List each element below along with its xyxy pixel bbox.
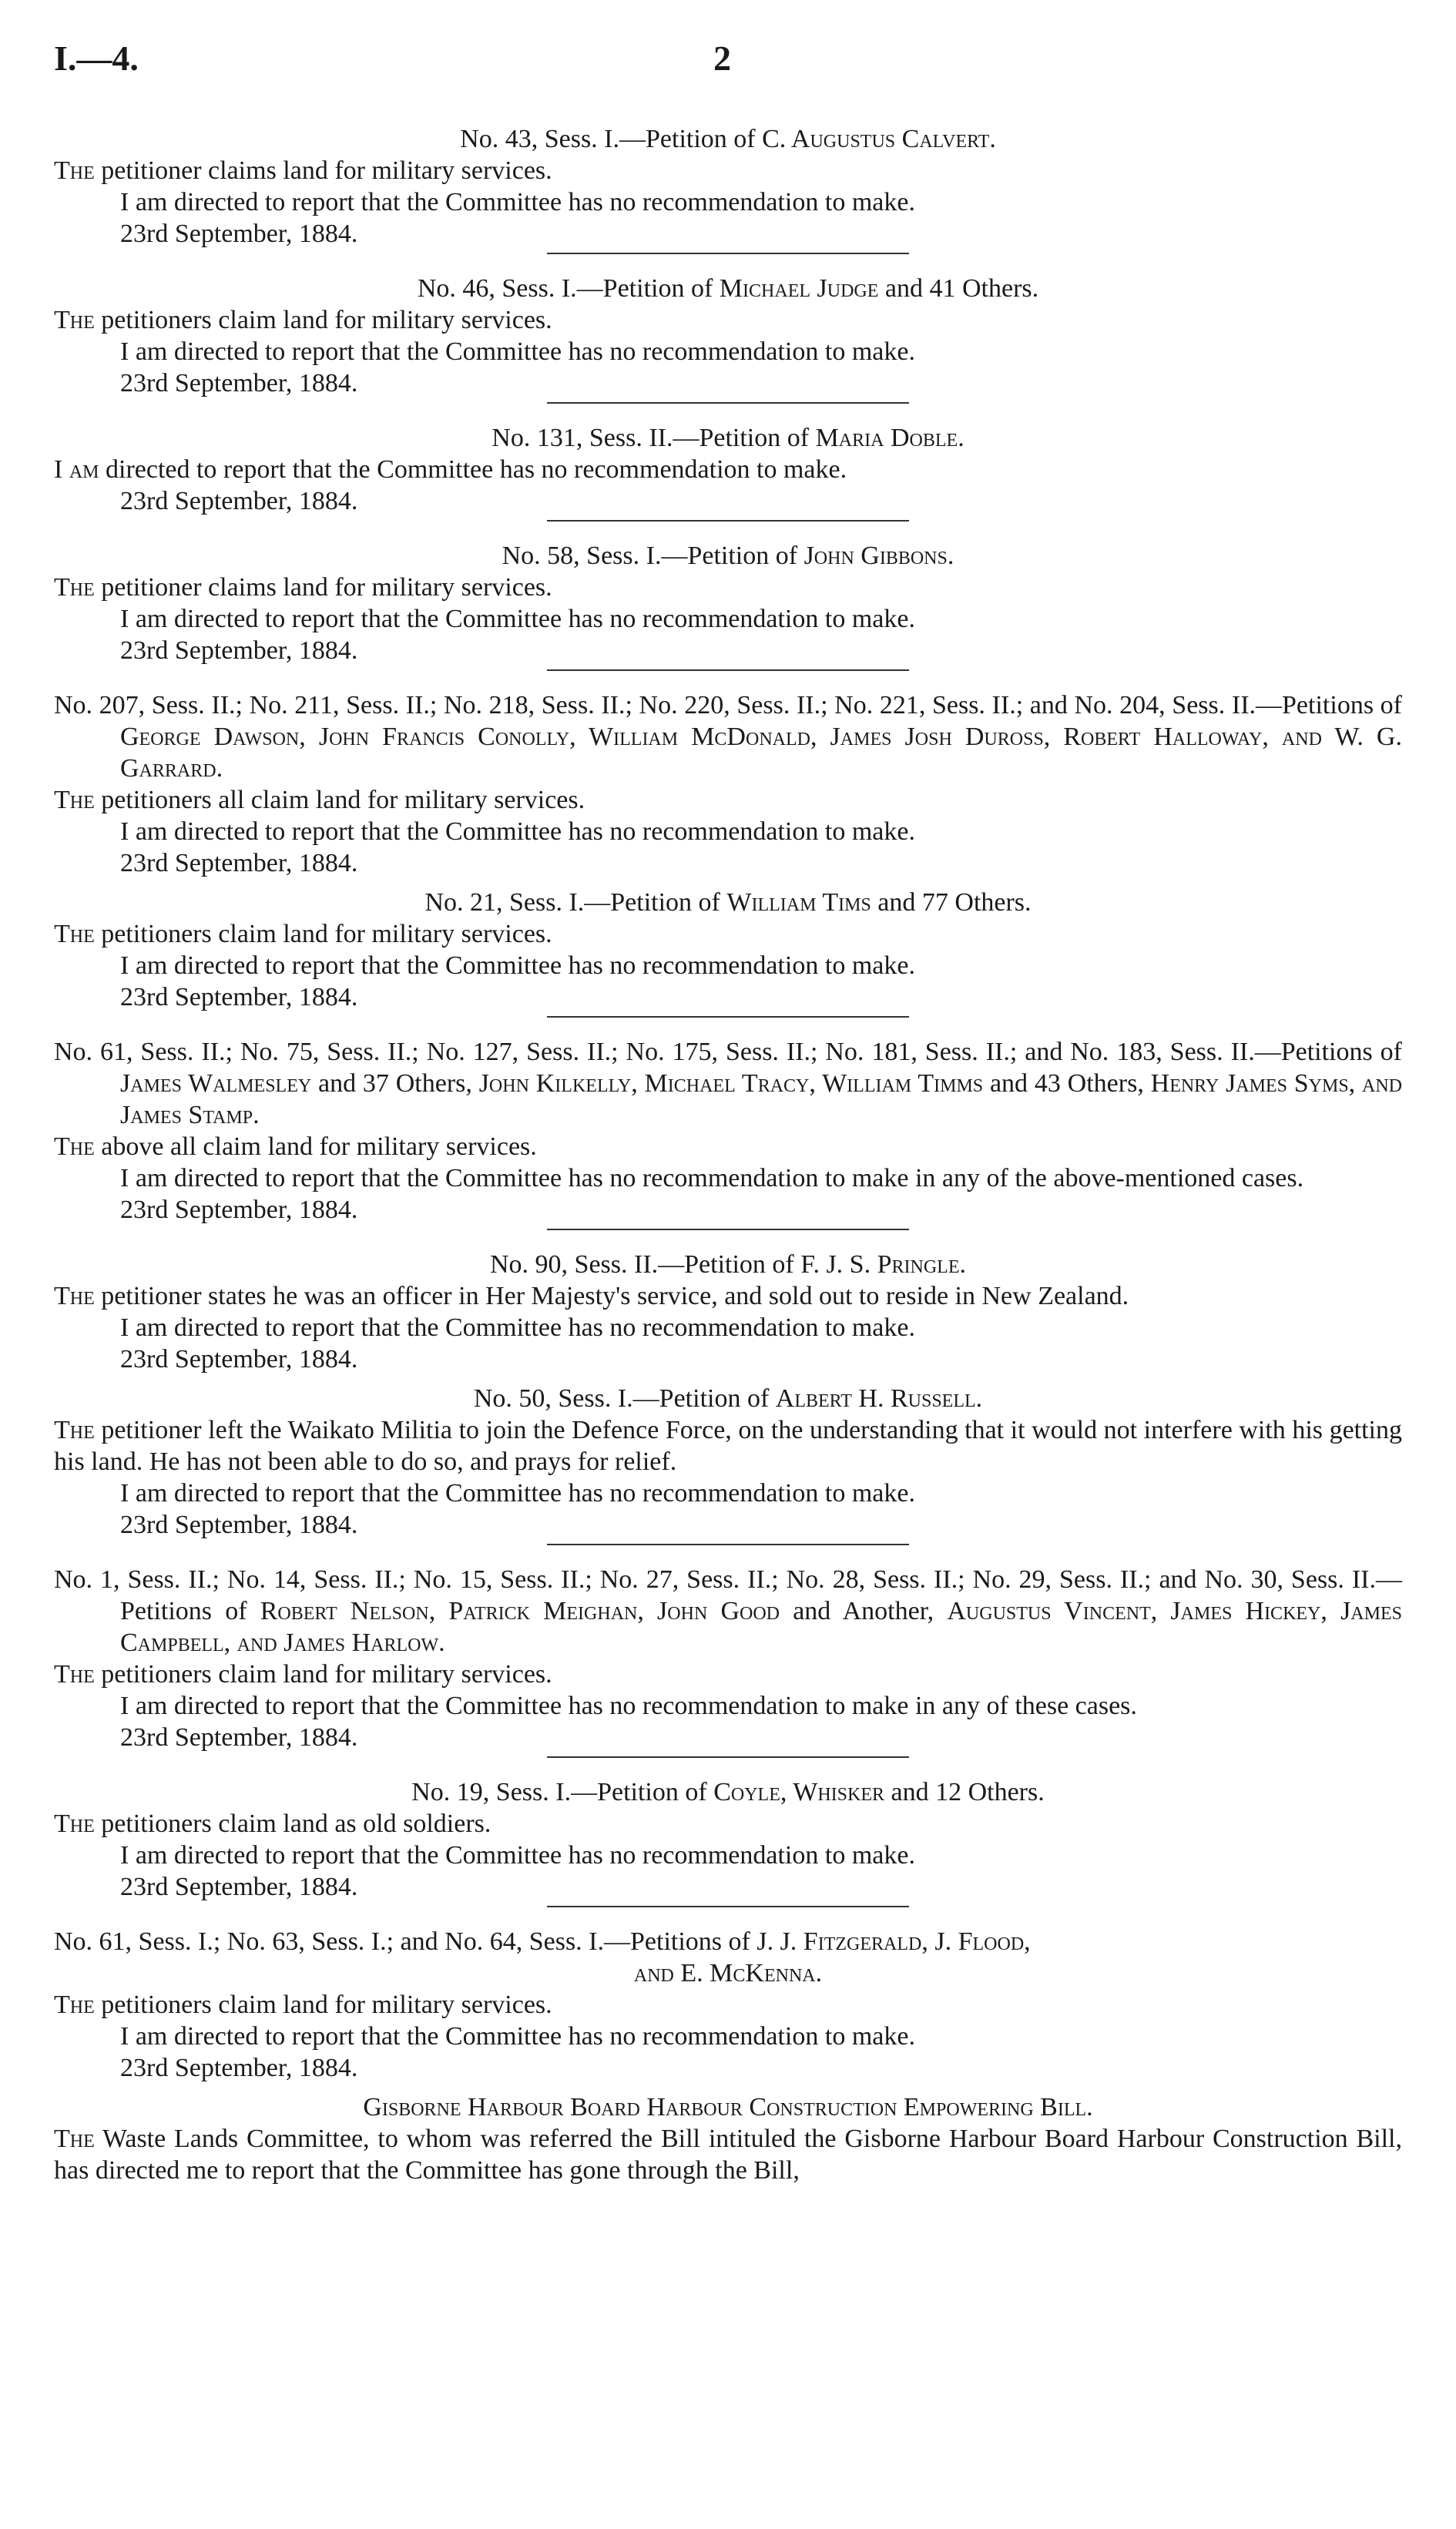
petition-section: [54, 123, 1402, 254]
document-body: [54, 123, 1402, 2186]
claim-text: The above all claim land for military services.: [54, 1132, 537, 1161]
petition-section: [54, 273, 1402, 404]
report-text: I am directed to report that the Committee has no recommendation to make.: [120, 1313, 915, 1342]
petition-section: [54, 1776, 1402, 1907]
petition-section: [54, 1926, 1402, 2091]
petition-section: [54, 1036, 1402, 1230]
report-date: 23rd September, 1884.: [120, 1723, 358, 1752]
section-title: No. 58, Sess. I.—Petition of John Gibbons.: [502, 542, 954, 570]
petition-section: [54, 887, 1402, 1018]
report-date: 23rd September, 1884.: [120, 1196, 358, 1224]
report-text: I am directed to report that the Committee has no recommendation to make.: [120, 1479, 915, 1508]
claim-text: The petitioner claims land for military services.: [54, 156, 552, 185]
section-divider: [547, 1906, 909, 1907]
claim-text: The petitioner claims land for military services.: [54, 573, 552, 602]
report-text: I am directed to report that the Committee has no recommendation to make.: [120, 2022, 915, 2051]
report-text: I am directed to report that the Committee has no recommendation to make in any of these cases.: [120, 1692, 1137, 1720]
report-text: I am directed to report that the Committee has no recommendation to make.: [120, 605, 915, 633]
report-date: 23rd September, 1884.: [120, 1345, 358, 1374]
petition-section: [54, 1383, 1402, 1545]
petition-section: [54, 1249, 1402, 1383]
claim-text: The petitioners claim land as old soldiers.: [54, 1810, 491, 1838]
section-divider: [547, 402, 909, 404]
petition-section: [54, 422, 1402, 522]
report-date: 23rd September, 1884.: [120, 636, 358, 665]
report-date: 23rd September, 1884.: [120, 1873, 358, 1901]
section-title: No. 131, Sess. II.—Petition of Maria Doble.: [491, 424, 965, 452]
report-date: 23rd September, 1884.: [120, 983, 358, 1011]
section-divider: [547, 1544, 909, 1545]
running-head: I.—4.: [54, 39, 139, 78]
section-divider: [547, 1229, 909, 1230]
page-number: 2: [713, 39, 731, 78]
section-heading: No. 61, Sess. I.; No. 63, Sess. I.; and No. 64, Sess. I.—Petitions of J. J. Fitzgerald, J. Flood,: [54, 1927, 1031, 1956]
report-date: 23rd September, 1884.: [120, 2054, 358, 2082]
bill-section: [54, 2091, 1402, 2186]
report-text: I am directed to report that the Committee has no recommendation to make.: [120, 951, 915, 980]
report-date: 23rd September, 1884.: [120, 487, 358, 515]
claim-text: The petitioners claim land for military services.: [54, 920, 552, 948]
section-title: No. 21, Sess. I.—Petition of William Tims and 77 Others.: [424, 888, 1032, 917]
petition-section: [54, 540, 1402, 671]
section-heading: No. 1, Sess. II.; No. 14, Sess. II.; No. 15, Sess. II.; No. 27, Sess. II.; No. 28, Sess. II.; No. 29, Sess. II.; and No. 30, Sess. II.—Petitions of Robert Nelson, Patrick Meighan, John Good and Another, Augustus Vincent, James Hickey, James Campbell, and James Harlow.: [54, 1565, 1402, 1657]
report-text: I am directed to report that the Committee has no recommendation to make in any of the above-mentioned cases.: [120, 1164, 1304, 1192]
petition-section: [54, 689, 1402, 887]
section-divider: [547, 1016, 909, 1018]
section-heading-continued: and E. McKenna.: [633, 1959, 823, 1987]
section-title: No. 43, Sess. I.—Petition of C. Augustus Calvert.: [460, 125, 996, 153]
report-text: I am directed to report that the Committee has no recommendation to make.: [120, 817, 915, 846]
claim-text: The petitioner left the Waikato Militia to join the Defence Force, on the understanding that it would not interfere with his getting his land. He has not been able to do so, and prays for relief.: [54, 1416, 1402, 1476]
section-title: No. 90, Sess. II.—Petition of F. J. S. Pringle.: [489, 1250, 966, 1279]
section-title: No. 50, Sess. I.—Petition of Albert H. Russell.: [473, 1384, 983, 1413]
report-text: I am directed to report that the Committee has no recommendation to make.: [54, 455, 847, 484]
bill-text: The Waste Lands Committee, to whom was referred the Bill intituled the Gisborne Harbour Board Harbour Construction Bill, has directed me to report that the Committee has gone through the Bill,: [54, 2125, 1402, 2185]
section-title: No. 19, Sess. I.—Petition of Coyle, Whisker and 12 Others.: [411, 1778, 1045, 1806]
section-title: No. 46, Sess. I.—Petition of Michael Judge and 41 Others.: [417, 274, 1039, 303]
page-header: [54, 39, 1402, 89]
report-date: 23rd September, 1884.: [120, 369, 358, 397]
section-divider: [547, 253, 909, 254]
section-divider: [547, 1756, 909, 1758]
bill-title: Gisborne Harbour Board Harbour Construction Empowering Bill.: [363, 2093, 1093, 2121]
claim-text: The petitioners claim land for military services.: [54, 306, 552, 334]
report-date: 23rd September, 1884.: [120, 220, 358, 248]
report-date: 23rd September, 1884.: [120, 1511, 358, 1539]
section-divider: [547, 520, 909, 522]
claim-text: The petitioner states he was an officer in Her Majesty's service, and sold out to reside in New Zealand.: [54, 1282, 1129, 1310]
section-divider: [547, 669, 909, 671]
report-text: I am directed to report that the Committee has no recommendation to make.: [120, 1841, 915, 1870]
claim-text: The petitioners all claim land for military services.: [54, 786, 585, 814]
petition-section: [54, 1564, 1402, 1758]
report-text: I am directed to report that the Committee has no recommendation to make.: [120, 188, 915, 216]
report-date: 23rd September, 1884.: [120, 849, 358, 877]
claim-text: The petitioners claim land for military services.: [54, 1660, 552, 1689]
section-heading: No. 61, Sess. II.; No. 75, Sess. II.; No. 127, Sess. II.; No. 175, Sess. II.; No. 181, Sess. II.; and No. 183, Sess. II.—Petitions of James Walmesley and 37 Others, John Kilkelly, Michael Tracy, William Timms and 43 Others, Henry James Syms, and James Stamp.: [54, 1038, 1402, 1129]
section-heading: No. 207, Sess. II.; No. 211, Sess. II.; No. 218, Sess. II.; No. 220, Sess. II.; No. 221, Sess. II.; and No. 204, Sess. II.—Petitions of George Dawson, John Francis Conolly, William McDonald, James Josh Duross, Robert Halloway, and W. G. Garrard.: [54, 691, 1402, 783]
claim-text: The petitioners claim land for military services.: [54, 1991, 552, 2019]
report-text: I am directed to report that the Committee has no recommendation to make.: [120, 337, 915, 366]
